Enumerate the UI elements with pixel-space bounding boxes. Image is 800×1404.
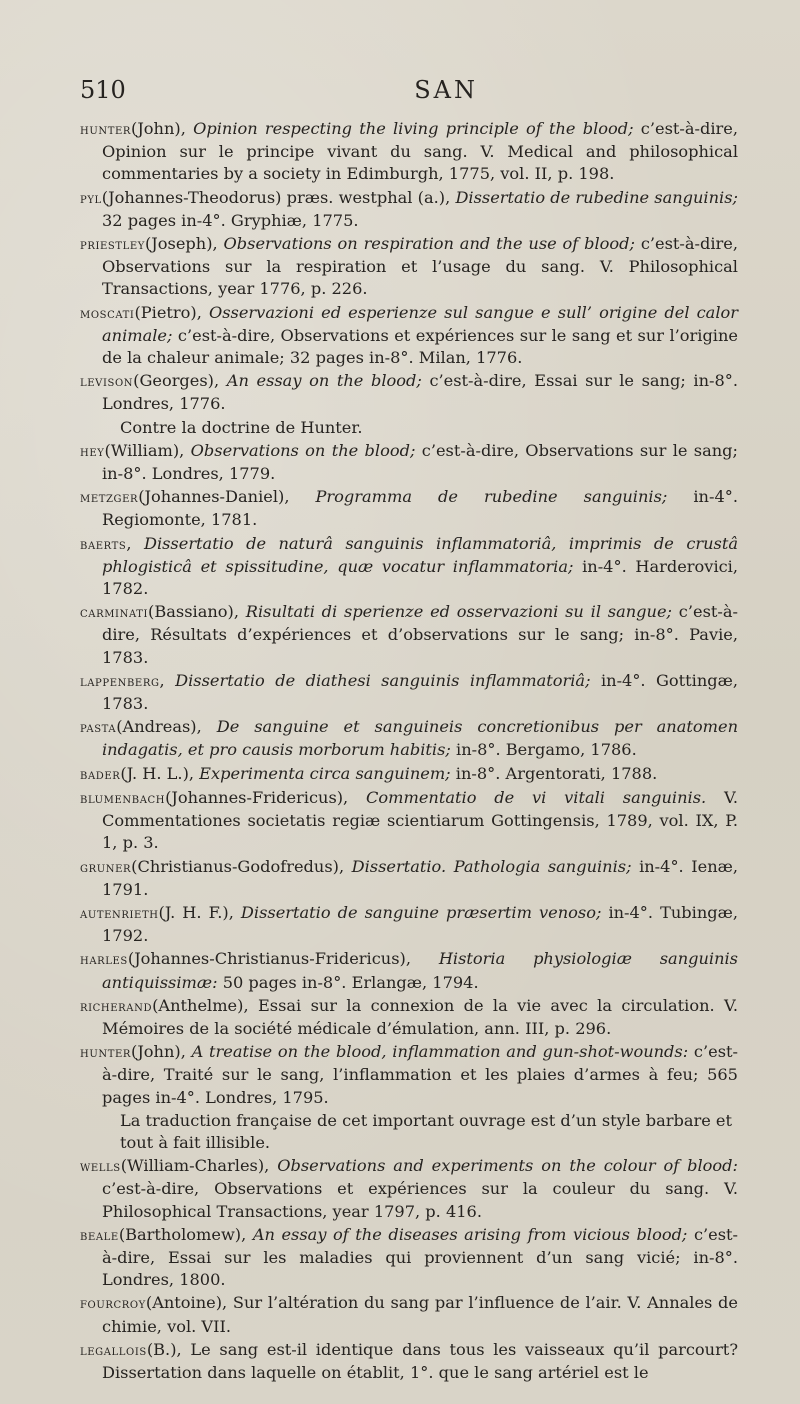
entry-details: in-8°. Bergamo, 1786. <box>450 740 637 760</box>
entry-author: legallois <box>80 1342 147 1359</box>
entry-details: Le sang est-il identique dans tous les vaisseaux qu’il parcourt? Dissertation dans laquelle on établit, 1°. que le sang artériel est le <box>102 1339 738 1382</box>
entry-details: in-4°. Ienæ, 1791. <box>102 856 738 899</box>
entry-given-names: , <box>159 670 176 690</box>
entry-author: wells <box>80 1159 121 1176</box>
entry-given-names: (J. H. F.), <box>158 902 241 922</box>
bibliography-entry <box>80 995 738 1040</box>
entry-details: c’est-à-dire, Essai sur le sang; in-8°. Londres, 1776. <box>102 371 738 414</box>
bibliography-entry <box>80 118 738 186</box>
entry-details: V. Commentationes societatis regiæ scientiarum Gottingensis, 1789, vol. IX, P. 1, p. 3. <box>102 787 738 853</box>
bibliography-entry <box>80 763 738 786</box>
entry-details: Essai sur la connexion de la vie avec la circulation. V. Mémoires de la société médicale d’émulation, ann. III, p. 296. <box>102 995 739 1038</box>
entry-given-names: (Bartholomew), <box>118 1224 253 1244</box>
entry-given-names: (Georges), <box>133 371 227 391</box>
bibliography-entry <box>80 440 738 485</box>
entry-title: An essay of the diseases arising from vicious blood; <box>252 1224 688 1244</box>
entry-author: carminati <box>80 605 149 622</box>
entry-given-names: (John), <box>131 119 194 138</box>
entry-details: c’est-à-dire, Essai sur les maladies qui proviennent d’un sang vicié; in-8°. Londres, 1800. <box>102 1224 739 1290</box>
entry-details: in-4°. Harderovici, 1782. <box>102 556 739 599</box>
entry-given-names: (Bassiano), <box>148 602 246 622</box>
entry-title: A treatise on the blood, inflammation and gun-shot-wounds: <box>191 1042 689 1062</box>
entry-given-names: (William), <box>104 440 191 460</box>
entry-title: Dissertatio de rubedine sanguinis; <box>455 187 738 207</box>
entry-given-names: (Johannes-Fridericus), <box>165 787 367 807</box>
entry-given-names: (Johannes-Theodorus) præs. westphal (a.), <box>101 187 456 207</box>
entry-author: hunter <box>80 1045 131 1062</box>
entry-details: c’est-à-dire, Observations et expériences sur la couleur du sang. V. Philosophical Transactions, year 1797, p. 416. <box>102 1179 738 1221</box>
entry-title: Programma de rubedine sanguinis; <box>315 487 668 507</box>
entry-note: Contre la doctrine de Hunter. <box>120 417 363 437</box>
bibliography-entry <box>80 302 738 370</box>
bibliography-entry <box>80 1155 738 1223</box>
entry-details: in-8°. Argentorati, 1788. <box>450 763 658 783</box>
bibliography-entry <box>80 1041 738 1109</box>
entry-title: Risultati di sperienze ed osservazioni su il sangue; <box>245 602 672 622</box>
bibliography-entry <box>80 1292 738 1337</box>
entry-given-names: (J. H. L.), <box>120 763 200 783</box>
entry-author: autenrieth <box>80 905 159 922</box>
page-header <box>80 76 738 108</box>
entry-given-names: (John), <box>131 1042 192 1062</box>
entry-title: Observations on the blood; <box>190 440 416 460</box>
entry-details: c’est-à-dire, Résultats d’expériences et d’observations sur le sang; in-8°. Pavie, 1783. <box>102 602 738 667</box>
entry-given-names: (Johannes-Daniel), <box>138 487 316 507</box>
entry-author: pyl <box>80 190 102 207</box>
entry-title: Historia physiologiæ sanguinis antiquissimæ: <box>102 949 738 992</box>
bibliography-entry <box>80 1339 738 1384</box>
entry-details: c’est-à-dire, Observations et expériences sur le sang et sur l’origine de la chaleur animale; 32 pages in-8°. Milan, 1776. <box>102 325 738 368</box>
entry-details: c’est-à-dire, Observations sur le sang; in-8°. Londres, 1779. <box>102 440 738 484</box>
entry-title: Observations and experiments on the colour of blood: <box>277 1156 738 1176</box>
entry-author: beale <box>80 1227 119 1244</box>
entry-details: 32 pages in-4°. Gryphiæ, 1775. <box>102 210 359 230</box>
entry-given-names: (William-Charles), <box>120 1156 278 1176</box>
entry-details: c’est-à-dire, Observations sur la respiration et l’usage du sang. V. Philosophical Transactions, year 1776, p. 226. <box>102 234 739 299</box>
bibliography-entry <box>80 1224 738 1292</box>
bibliography-entry <box>80 787 738 855</box>
entry-title: Dissertatio. Pathologia sanguinis; <box>351 856 632 876</box>
bibliography-list <box>80 118 738 1384</box>
entry-given-names: (Andreas), <box>116 717 217 737</box>
entry-details: in-4°. Regiomonte, 1781. <box>102 487 738 530</box>
entry-details: Sur l’altération du sang par l’influence de l’air. V. Annales de chimie, vol. VII. <box>102 1293 738 1336</box>
entry-author: metzger <box>80 490 139 507</box>
entry-title: Commentatio de vi vitali sanguinis. <box>366 787 707 807</box>
entry-details: in-4°. Gottingæ, 1783. <box>102 670 739 714</box>
page-number: 510 <box>80 76 126 104</box>
entry-author: bader <box>80 766 121 783</box>
bibliography-entry <box>80 601 738 669</box>
bibliography-entry <box>80 902 738 947</box>
entry-author: levison <box>80 374 134 391</box>
entry-title: Experimenta circa sanguinem; <box>199 763 451 783</box>
entry-author: pasta <box>80 720 117 737</box>
entry-given-names: (Anthelme), <box>152 995 258 1015</box>
entry-author: lappenberg <box>80 673 160 690</box>
entry-author: hunter <box>80 122 131 138</box>
bibliography-entry <box>80 716 738 761</box>
entry-given-names: , <box>126 533 144 553</box>
bibliography-entry <box>80 370 738 415</box>
entry-title: Osservazioni ed esperienze sul sangue e sull’ origine del calor animale; <box>102 302 738 345</box>
entry-given-names: (Pietro), <box>134 302 209 322</box>
entry-author: hey <box>80 443 105 460</box>
entry-author: moscati <box>80 305 135 322</box>
entry-details: 50 pages in-8°. Erlangæ, 1794. <box>217 972 479 992</box>
bibliography-entry <box>80 948 738 993</box>
entry-details: c’est-à-dire, Traité sur le sang, l’inflammation et les plaies d’armes à feu; 565 pages in-4°. Londres, 1795. <box>102 1042 738 1107</box>
bibliography-entry <box>80 533 738 601</box>
entry-title: De sanguine et sanguineis concretionibus per anatomen indagatis, et pro causis morborum habitis; <box>102 717 738 760</box>
entry-title: Dissertatio de naturâ sanguinis inflammatoriâ, imprimis de crustâ phlogisticâ et spissitudine, quæ vocatur inflammatoria; <box>102 533 739 576</box>
entry-given-names: (Antoine), <box>145 1293 233 1313</box>
entry-details: c’est-à-dire, Opinion sur le principe vivant du sang. V. Medical and philosophical commentaries by a society in Edimburgh, 1775, vol. II, p. 198. <box>102 119 739 184</box>
bibliography-entry <box>80 233 738 301</box>
entry-details: in-4°. Tubingæ, 1792. <box>102 902 738 946</box>
entry-title: Dissertatio de sanguine præsertim venoso; <box>240 902 602 922</box>
entry-author: richerand <box>80 998 153 1015</box>
entry-given-names: (Joseph), <box>144 234 224 254</box>
entry-author: harles <box>80 952 128 969</box>
entry-given-names: (Christianus-Godofredus), <box>131 856 352 876</box>
bibliography-entry <box>80 187 738 232</box>
bibliography-entry <box>80 670 738 715</box>
entry-title: An essay on the blood; <box>226 371 422 391</box>
entry-title: Dissertatio de diathesi sanguinis inflammatoriâ; <box>175 670 591 690</box>
entry-note: La traduction française de cet important ouvrage est d’un style barbare et tout à fait illisible. <box>120 1110 733 1152</box>
bibliography-entry <box>80 486 738 531</box>
entry-title: Observations on respiration and the use of blood; <box>223 234 635 254</box>
entry-author: priestley <box>80 237 145 254</box>
entry-author: gruner <box>80 859 132 876</box>
entry-author: blumenbach <box>80 790 166 807</box>
entry-given-names: (B.), <box>146 1339 191 1359</box>
entry-title: Opinion respecting the living principle of the blood; <box>193 119 634 138</box>
entry-given-names: (Johannes-Christianus-Fridericus), <box>127 949 439 969</box>
entry-author: baerts <box>80 536 127 553</box>
entry-author: fourcroy <box>80 1296 146 1313</box>
running-head: SAN <box>414 76 478 104</box>
bibliography-entry <box>80 856 738 901</box>
